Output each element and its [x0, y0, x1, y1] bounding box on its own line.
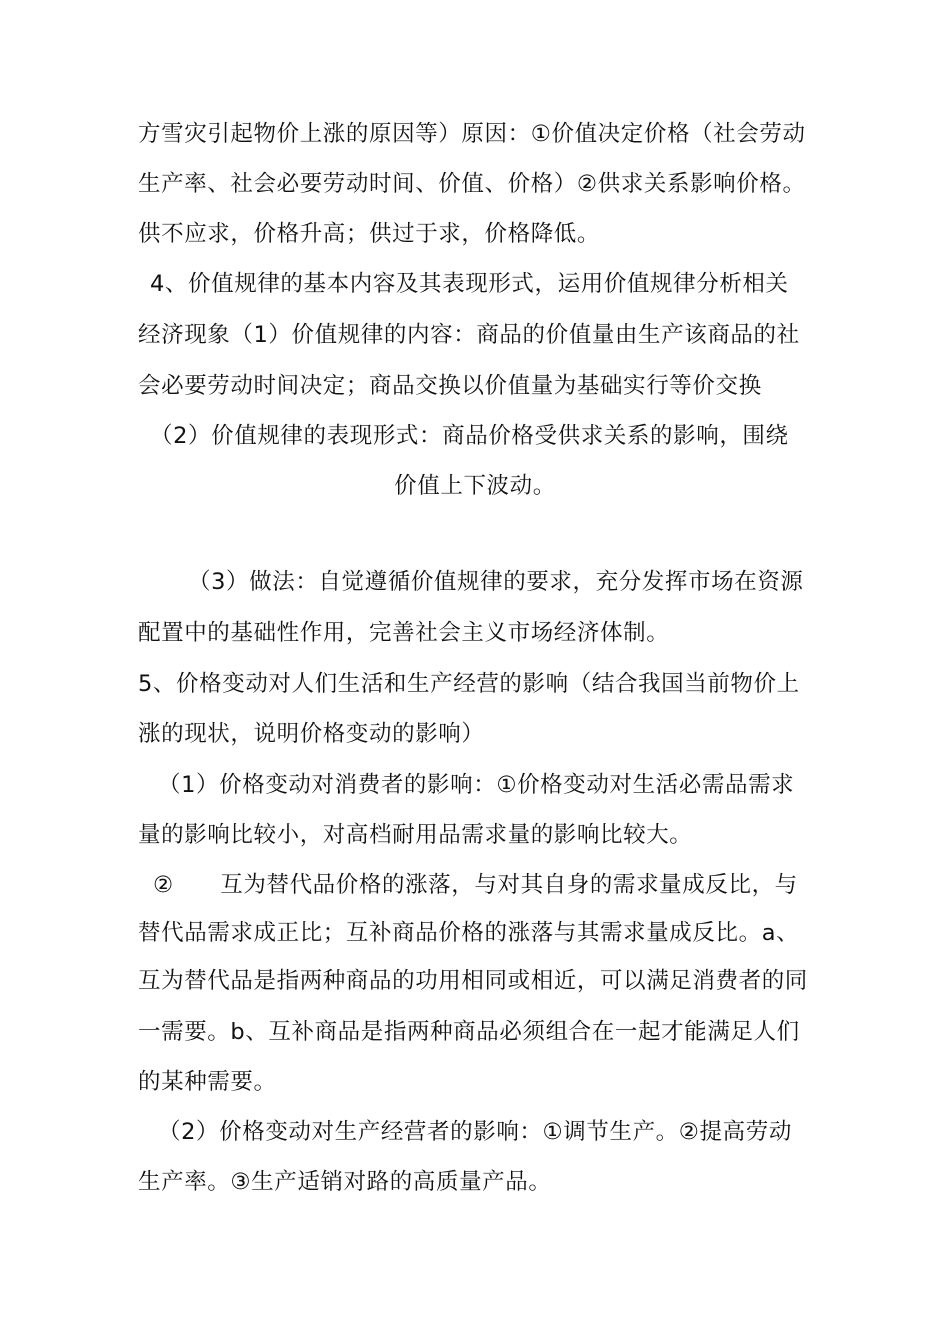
text-line: （1）价格变动对消费者的影响：①价格变动对生活必需品需求: [158, 772, 795, 798]
text-line: 互为替代品是指两种商品的功用相同或相近，可以满足消费者的同: [138, 968, 808, 994]
text-line: （2）价值规律的表现形式：商品价格受供求关系的影响，围绕: [150, 423, 789, 449]
section-heading: 4、价值规律的基本内容及其表现形式，运用价值规律分析相关: [150, 271, 789, 297]
text-line: 的某种需要。: [138, 1069, 277, 1095]
text-line: 经济现象（1）价值规律的内容：商品的价值量由生产该商品的社: [138, 322, 800, 348]
text-line: （2）价格变动对生产经营者的影响：①调节生产。②提高劳动: [158, 1119, 792, 1145]
text-line: 生产率。③生产适销对路的高质量产品。: [138, 1169, 552, 1195]
text-line: 一需要。b、互补商品是指两种商品必须组合在一起才能满足人们: [138, 1019, 800, 1045]
section-heading: 5、价格变动对人们生活和生产经营的影响（结合我国当前物价上: [138, 671, 800, 697]
text-line: 涨的现状，说明价格变动的影响）: [138, 721, 485, 747]
text-line: ② 互为替代品价格的涨落，与对其自身的需求量成反比，与: [153, 872, 798, 898]
text-line: 价值上下波动。: [394, 473, 556, 499]
text-line: （3）做法：自觉遵循价值规律的要求，充分发挥市场在资源: [188, 569, 804, 595]
text-line: 替代品需求成正比；互补商品价格的涨落与其需求量成反比。a、: [138, 920, 800, 946]
text-line: 会必要劳动时间决定；商品交换以价值量为基础实行等价交换: [138, 373, 762, 399]
text-line: 配置中的基础性作用，完善社会主义市场经济体制。: [138, 620, 670, 646]
text-line: 供不应求，价格升高；供过于求，价格降低。: [138, 221, 601, 247]
text-line: 量的影响比较小，对高档耐用品需求量的影响比较大。: [138, 822, 693, 848]
text-line: 方雪灾引起物价上涨的原因等）原因：①价值决定价格（社会劳动: [138, 121, 806, 147]
text-line: 生产率、社会必要劳动时间、价值、价格）②供求关系影响价格。: [138, 171, 806, 197]
